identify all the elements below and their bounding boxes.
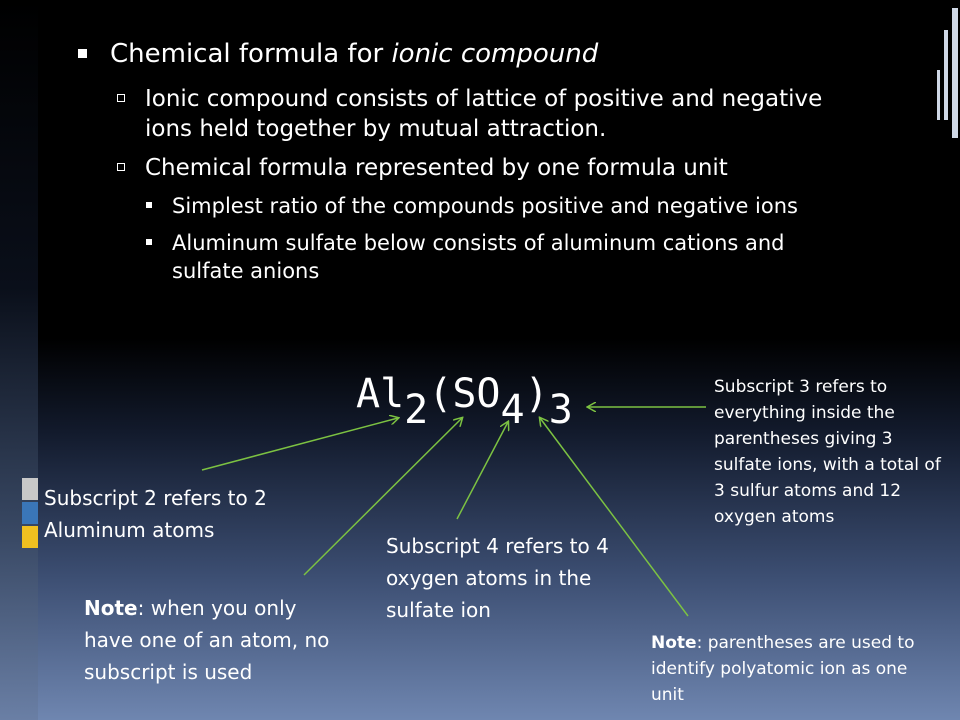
note-text: : parentheses are used to identify polyatomic ion as one unit <box>651 633 915 705</box>
bullet-italic-text: ionic compound <box>391 39 599 69</box>
formula-subscript-2: 2 <box>404 387 429 433</box>
bullet-text: Simplest ratio of the compounds positive and negative ions <box>172 194 798 218</box>
note-text: : when you only have one of an atom, no subscript is used <box>84 596 330 684</box>
note-label: Note <box>651 633 697 653</box>
annotation-note-parentheses <box>651 630 931 708</box>
bullet-text: Ionic compound consists of lattice of positive and negative ions held together by mutual attraction. <box>145 86 823 142</box>
bullet-text: Aluminum sulfate below consists of aluminum cations and sulfate anions <box>172 231 785 283</box>
bullet-text: Chemical formula represented by one formula unit <box>145 155 728 181</box>
formula-sulfate-open: (SO <box>428 371 501 417</box>
bullet-text: Chemical formula for <box>110 39 392 69</box>
annotation-subscript-2: Subscript 2 refers to 2 Aluminum atoms <box>44 486 267 542</box>
formula-element-al: Al <box>356 371 405 417</box>
annotation-subscript-4: Subscript 4 refers to 4 oxygen atoms in the sulfate ion <box>386 534 609 622</box>
formula-subscript-3: 3 <box>548 387 573 433</box>
note-label: Note <box>84 596 138 620</box>
arrow-to-subscript-4 <box>457 422 508 519</box>
formula-subscript-4: 4 <box>500 387 525 433</box>
arrow-to-subscript-2 <box>202 418 398 470</box>
formula-paren-close: ) <box>524 371 549 417</box>
annotation-subscript-3: Subscript 3 refers to everything inside the parentheses giving 3 sulfate ions, with a total of 3 sulfur atoms and 12 oxygen atoms <box>714 377 941 527</box>
annotation-note-one-atom <box>84 592 346 688</box>
